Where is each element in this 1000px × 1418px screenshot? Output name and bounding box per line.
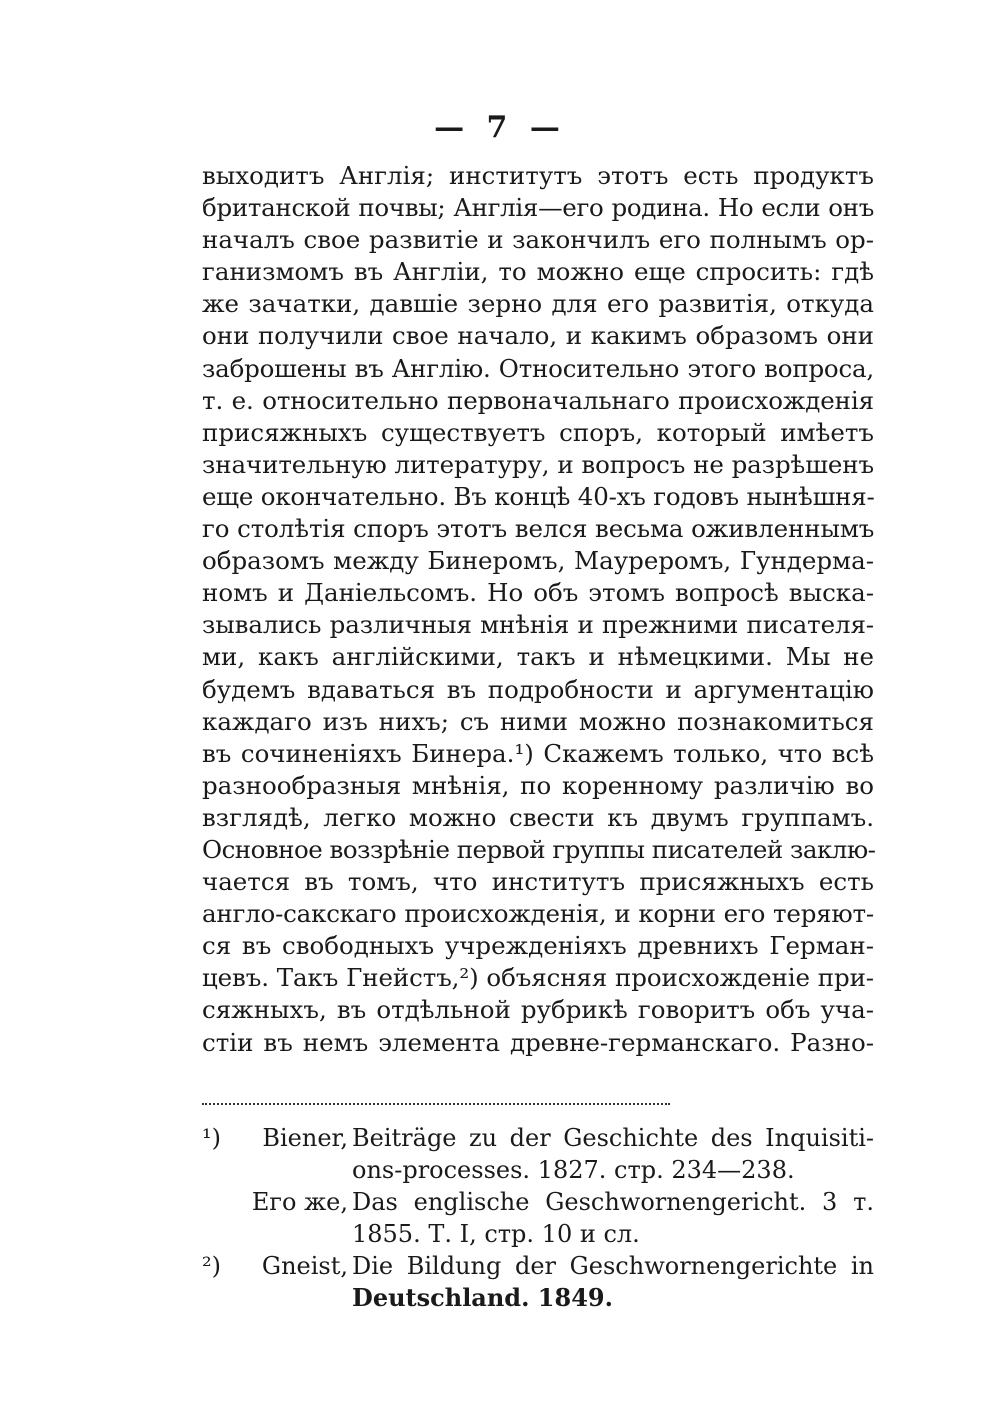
text-line: сяжныхъ, въ отдѣльной рубрикѣ говоритъ объ уча-: [202, 995, 874, 1025]
text-line: они получили свое начало, и какимъ образомъ они: [202, 321, 874, 351]
footnote-2: [202, 1250, 874, 1282]
footnote-1-cont: [202, 1154, 874, 1186]
text-line: образомъ между Бинеромъ, Мауреромъ, Гундерма-: [202, 546, 874, 576]
footnote-text: Die Bildung der Geschwornengerichte in: [352, 1252, 874, 1280]
text-line: го столѣтія споръ этотъ велся весьма оживленнымъ: [202, 514, 875, 544]
text-line: т. е. относительно первоначальнаго происхожденія: [202, 385, 874, 415]
footnote-text: Deutschland. 1849.: [352, 1283, 613, 1312]
text-line: номъ и Даніельсомъ. Но объ этомъ вопросѣ выска-: [202, 578, 874, 608]
footnote-text: ons-processes. 1827. стр. 234—238.: [352, 1156, 795, 1184]
text-line: англо-сакскаго происхожденія, и корни его теряют-: [202, 899, 874, 929]
text-line: ми, какъ англійскими, такъ и нѣмецкими. Мы не: [202, 642, 874, 672]
footnote-text: Beiträge zu der Geschichte des Inquisiti-: [352, 1124, 874, 1152]
body-text: [202, 160, 874, 1059]
text-line: заброшены въ Англію. Относительно этого вопроса,: [202, 353, 874, 383]
footnote-1b: [202, 1186, 874, 1218]
text-line: же зачатки, давшіе зерно для его развитія, откуда: [202, 289, 874, 319]
text-line: выходитъ Англія; институтъ этотъ есть продуктъ: [202, 161, 874, 190]
text-line: ся въ свободныхъ учрежденіяхъ древнихъ Герман-: [202, 931, 874, 961]
text-line: зывались различныя мнѣнія и прежними писателя-: [202, 610, 874, 640]
text-line: разнообразныя мнѣнія, по коренному различію во: [202, 770, 874, 800]
text-line: присяжныхъ существуетъ споръ, который имѣетъ: [202, 417, 874, 447]
text-line: чается въ томъ, что институтъ присяжныхъ есть: [202, 867, 874, 897]
text-line: стіи въ немъ элемента древне-германскаго. Разно-: [202, 1027, 874, 1057]
footnote-mark: ¹): [202, 1124, 221, 1152]
page-number: — 7 —: [434, 110, 566, 145]
footnote-separator: [202, 1103, 670, 1105]
footnote-1b-cont: [202, 1218, 874, 1250]
text-line: ганизмомъ въ Англіи, то можно еще спросить: гдѣ: [202, 257, 874, 287]
text-line: еще окончательно. Въ концѣ 40-хъ годовъ нынѣшня-: [202, 481, 875, 511]
footnote-text: 1855. Т. I, стр. 10 и сл.: [352, 1220, 640, 1248]
footnote-1: [202, 1122, 874, 1154]
text-line: началъ свое развитіе и закончилъ его полнымъ ор-: [202, 225, 874, 255]
text-line: каждаго изъ нихъ; съ ними можно познакомиться: [202, 706, 874, 736]
footnote-author: Biener,: [262, 1124, 348, 1152]
footnote-author: Его же,: [251, 1188, 348, 1216]
text-line: британской почвы; Англія—его родина. Но если онъ: [202, 193, 874, 223]
footnote-2-cont: [202, 1282, 874, 1314]
footnote-mark: ²): [202, 1252, 221, 1280]
text-line: въ сочиненіяхъ Бинера.¹) Скажемъ только, что всѣ: [202, 738, 874, 768]
text-line: взглядѣ, легко можно свести къ двумъ группамъ.: [202, 802, 874, 832]
text-line: цевъ. Такъ Гнейстъ,²) объясняя происхожденіе при-: [202, 963, 874, 993]
text-line: Основное воззрѣніе первой группы писателей заклю-: [202, 834, 876, 864]
footnote-text: Das englische Geschwornengericht. 3 т.: [352, 1188, 874, 1216]
footnote-author: Gneist,: [261, 1252, 348, 1280]
text-line: значительную литературу, и вопросъ не разрѣшенъ: [202, 449, 874, 479]
footnotes: [202, 1122, 874, 1314]
text-line: будемъ вдаваться въ подробности и аргументацію: [202, 674, 874, 704]
